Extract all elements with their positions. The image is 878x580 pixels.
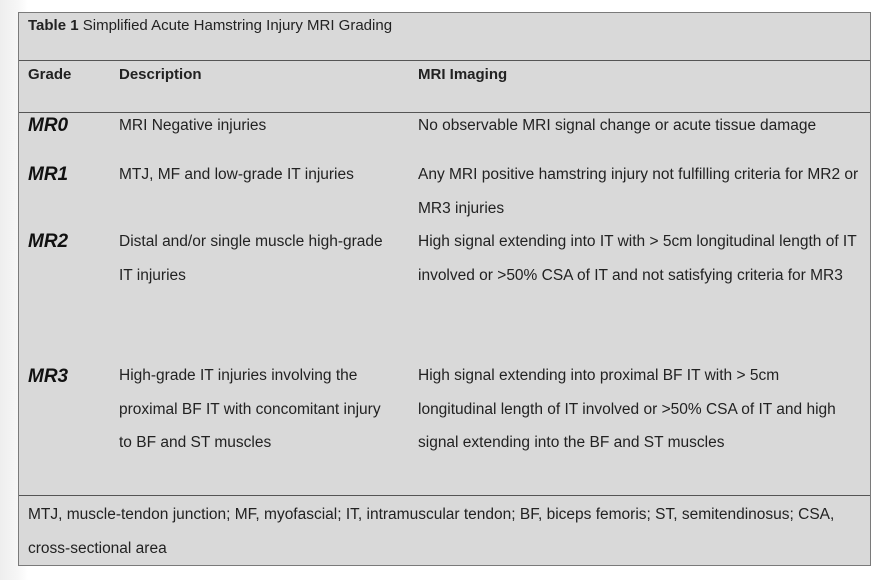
imaging-mr3: High signal extending into proximal BF IT with > 5cm longitudinal length of IT involved or >50% CSA of IT and high signal extending into the BF and ST muscles	[418, 367, 836, 451]
caption-label: Table 1	[28, 17, 79, 34]
imaging-mr0: No observable MRI signal change or acute tissue damage	[418, 117, 817, 134]
description-mr2: Distal and/or single muscle high-grade IT injuries	[119, 233, 383, 284]
grade-mr0: MR0	[28, 115, 69, 136]
caption-text: Simplified Acute Hamstring Injury MRI Grading	[82, 17, 393, 34]
grade-mr3: MR3	[28, 366, 69, 387]
header-mri-imaging: MRI Imaging	[418, 66, 508, 83]
description-mr1: MTJ, MF and low-grade IT injuries	[119, 166, 354, 183]
top-rule	[19, 60, 870, 61]
description-mr0: MRI Negative injuries	[119, 117, 267, 134]
grade-mr1: MR1	[28, 164, 69, 185]
imaging-mr1: Any MRI positive hamstring injury not fulfilling criteria for MR2 or MR3 injuries	[418, 166, 859, 217]
bottom-rule	[19, 495, 870, 496]
header-grade: Grade	[28, 66, 72, 83]
table-1	[18, 12, 871, 566]
grade-mr2: MR2	[28, 231, 69, 252]
description-mr3: High-grade IT injuries involving the proximal BF IT with concomitant injury to BF and ST muscles	[119, 367, 381, 451]
header-description: Description	[119, 66, 202, 83]
table-caption	[28, 16, 392, 36]
imaging-mr2: High signal extending into IT with > 5cm longitudinal length of IT involved or >50% CSA of IT and not satisfying criteria for MR3	[418, 233, 857, 284]
table-footnote: MTJ, muscle-tendon junction; MF, myofascial; IT, intramuscular tendon; BF, biceps femoris; ST, semitendinosus; CSA, cross-sectional area	[28, 506, 835, 557]
